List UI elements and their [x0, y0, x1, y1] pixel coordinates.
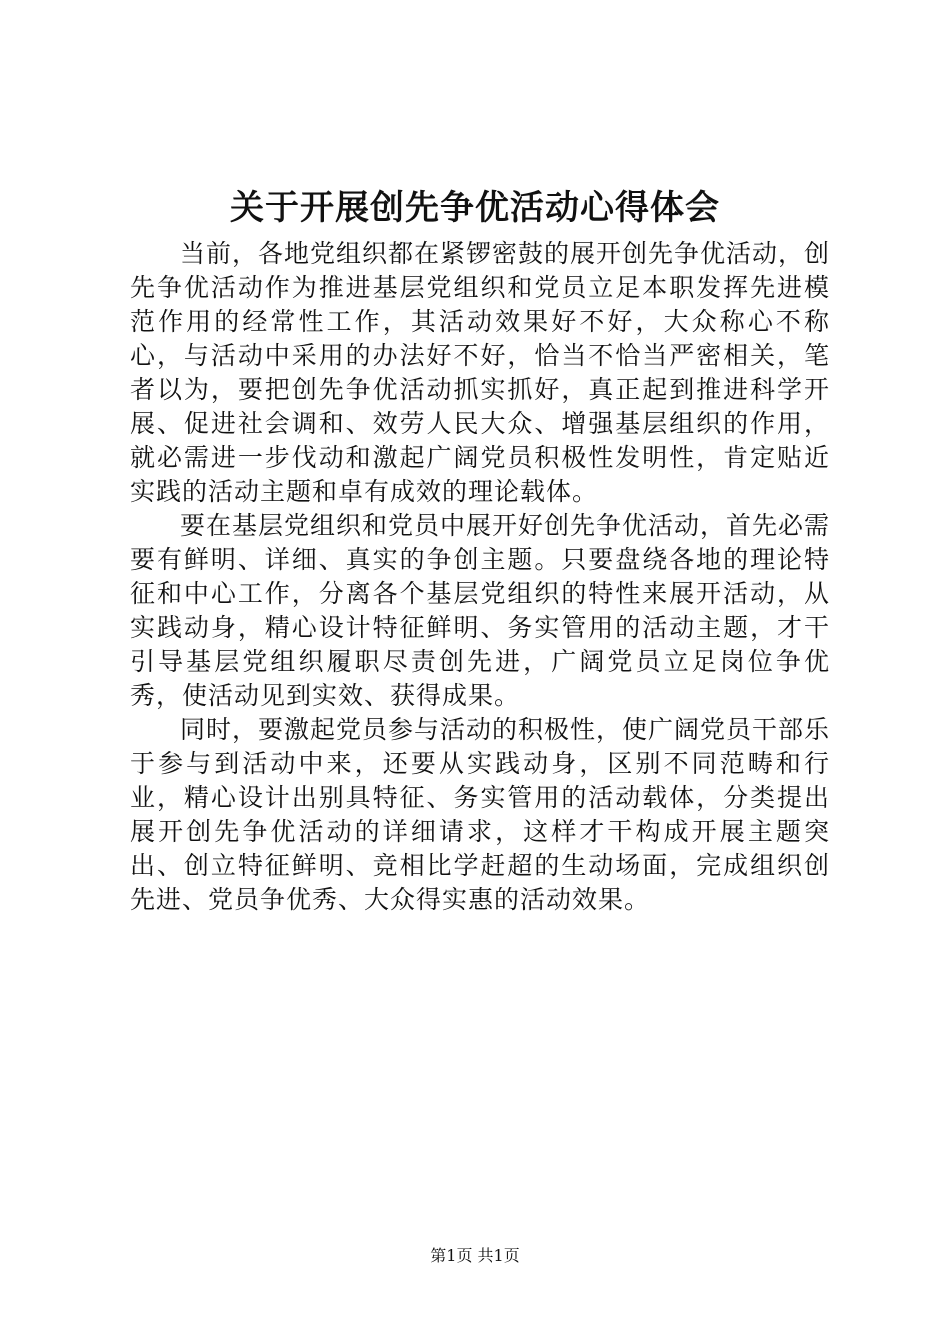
page-footer: 第1页 共1页: [430, 1246, 520, 1265]
document-body: [130, 237, 830, 917]
document-title: 关于开展创先争优活动心得体会: [230, 188, 720, 228]
paragraph-2: 要在基层党组织和党员中展开好创先争优活动，首先必需要有鲜明、详细、真实的争创主题。只要盘绕各地的理论特征和中心工作，分离各个基层党组织的特性来展开活动，从实践动身，精心设计特征鲜明、务实管用的活动主题，才干引导基层党组织履职尽责创先进，广阔党员立足岗位争优秀，使活动见到实效、获得成果。: [130, 511, 831, 710]
paragraph-3: 同时，要激起党员参与活动的积极性，使广阔党员干部乐于参与到活动中来，还要从实践动身，区别不同范畴和行业，精心设计出别具特征、务实管用的活动载体，分类提出展开创先争优活动的详细请求，这样才干构成开展主题突出、创立特征鲜明、竞相比学赶超的生动场面，完成组织创先进、党员争优秀、大众得实惠的活动效果。: [130, 715, 831, 914]
paragraph-1: 当前，各地党组织都在紧锣密鼓的展开创先争优活动，创先争优活动作为推进基层党组织和党员立足本职发挥先进模范作用的经常性工作，其活动效果好不好，大众称心不称心，与活动中采用的办法好不好，恰当不恰当严密相关，笔者以为，要把创先争优活动抓实抓好，真正起到推进科学开展、促进社会调和、效劳人民大众、增强基层组织的作用，就必需进一步伐动和激起广阔党员积极性发明性，肯定贴近实践的活动主题和卓有成效的理论载体。: [130, 239, 831, 506]
